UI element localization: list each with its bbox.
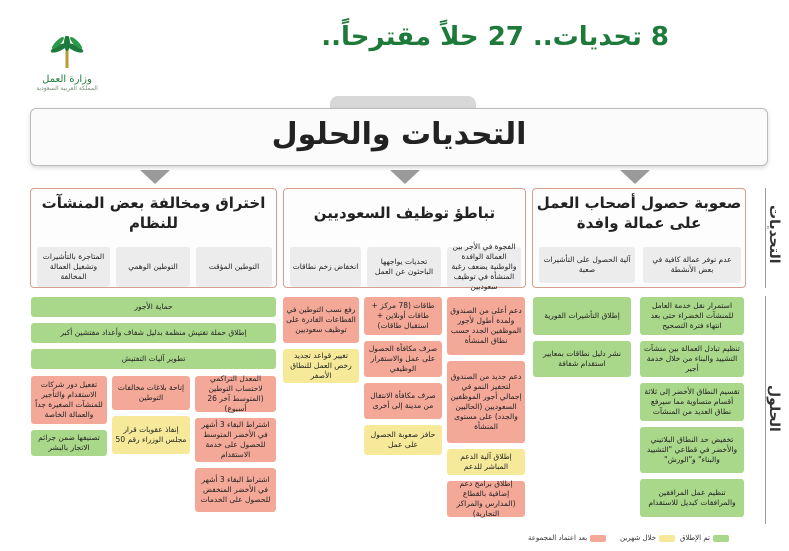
- solution-item: تغيير قواعد تجديد رخص العمل للنطاق الأصفر: [283, 349, 359, 383]
- challenge-category: [283, 188, 526, 291]
- logo-name: وزارة العمل: [42, 74, 92, 85]
- legend-swatch: [590, 535, 606, 542]
- challenge-category: [30, 188, 277, 288]
- solution-item: تصنيفها ضمن جرائم الاتجار بالبشر: [31, 430, 107, 456]
- challenge-item: انخفاض زخم نطاقات: [290, 247, 361, 287]
- challenge-item: المتاجرة بالتأشيرات وتشغيل العمالة المخالفة: [37, 247, 110, 287]
- challenge-item: الفجوة في الأجر بين العمالة الوافدة والوطنية يضعف رغبة المنشأة في توظيف سعوديين: [447, 247, 521, 287]
- side-label-solutions: الحلول: [766, 385, 782, 432]
- legend-swatch: [713, 535, 729, 542]
- solution-item: تطوير آليات التفتيش: [31, 349, 276, 369]
- legend-label: تم الإطلاق: [680, 534, 710, 542]
- main-title: التحديات والحلول: [271, 117, 527, 152]
- solution-item: إنفاذ عقوبات قرار مجلس الوزراء رقم 50: [112, 416, 190, 454]
- solution-item: إطلاق آلية الدعم المباشر للدعم: [447, 449, 525, 475]
- solution-item: حماية الأجور: [31, 297, 276, 317]
- challenge-category: [532, 188, 746, 288]
- palm-tree-icon: [47, 36, 87, 70]
- solution-item: نشر دليل نطاقات بمعايير استقدام شفافة: [533, 341, 631, 377]
- main-title-box: [30, 108, 768, 166]
- solution-item: دعم أعلى من الصندوق ولمدة أطول لأجور الموظفين الجدد حسب نطاق المنشأة: [447, 297, 525, 355]
- solution-item: إطلاق التأشيرات الفورية: [533, 297, 631, 335]
- solution-item: طاقات (78 مركز + طاقات أونلاين + استقبال طاقات): [364, 297, 442, 335]
- down-arrow-icon: [140, 170, 170, 184]
- solution-item: المعدل التراكمي لاحتساب التوطين (المتوسط آخر 26 أسبوع): [195, 376, 276, 412]
- solution-item: استمرار نقل خدمة العامل للمنشآت الخضراء حتى بعد انتهاء فترة التصحيح: [640, 297, 744, 335]
- legend-label: بعد اعتماد المجموعة: [528, 534, 588, 542]
- challenge-item: التوطين المؤقت: [196, 247, 272, 287]
- solution-item: تنظيم عمل المرافقين والمرافقات كبديل للاستقدام: [640, 479, 744, 517]
- solution-item: دعم جديد من الصندوق لتحفيز النمو في إجمالي أجور الموظفين السعوديين (الحاليين والجدد) على مستوى المنشأة: [447, 361, 525, 443]
- solution-item: إتاحة بلاغات مخالفات التوطين: [112, 376, 190, 410]
- solution-item: تفعيل دور شركات الاستقدام والتأجير للمنشآت الصغيرة جداً والعمالة الخاصة: [31, 376, 107, 424]
- legend-after-approval: [528, 534, 606, 542]
- logo-subtitle: المملكة العربية السعودية: [36, 85, 98, 92]
- headline: 8 تحديات.. 27 حلاً مقترحاً..: [321, 22, 669, 52]
- solution-item: تخفيض حد النطاق البلاتيني والأخضر في قطاعي "التشييد والبناء" و"الورش": [640, 427, 744, 473]
- category-title: تباطؤ توظيف السعوديين: [313, 204, 496, 222]
- challenge-item: التوطين الوهمي: [116, 247, 190, 287]
- legend-swatch: [659, 535, 675, 542]
- category-title: صعوبة حصول أصحاب العمل على عمالة وافدة: [536, 194, 742, 232]
- solution-item: إطلاق حملة تفتيش منظمة بدليل شفاف وأعداد مفتشين أكبر: [31, 323, 276, 343]
- solution-item: تقسيم النطاق الأخضر إلى ثلاثة أقسام متساوية مما سيرفع نطاق العديد من المنشآت: [640, 383, 744, 421]
- side-label-challenges: التحديات: [766, 205, 782, 264]
- challenge-item: عدم توفر عمالة كافية في بعض الأنشطة: [643, 247, 741, 283]
- challenge-item: تحديات يواجهها الباحثون عن العمل: [367, 247, 441, 287]
- solution-item: صرف مكافأة الحصول على عمل والاستقرار الوظيفي: [364, 341, 442, 377]
- solution-item: صرف مكافأة الانتقال من مدينة إلى أخرى: [364, 383, 442, 419]
- solution-item: رفع نسب التوطين في القطاعات القادرة على توظيف سعوديين: [283, 297, 359, 343]
- category-title: اختراق ومخالفة بعض المنشآت للنظام: [41, 194, 266, 232]
- solution-item: حافز صعوبة الحصول على عمل: [364, 425, 442, 455]
- challenge-item: آلية الحصول على التأشيرات صعبة: [539, 247, 635, 283]
- legend-launched: [680, 534, 729, 542]
- legend-two-months: [620, 534, 675, 542]
- down-arrow-icon: [620, 170, 650, 184]
- solution-item: إطلاق برامج دعم إضافية بالقطاع (المدارس والمراكز التجارية): [447, 481, 525, 517]
- solution-item: اشتراط البقاء 3 أشهر في الأخضر المنخفض للحصول على الخدمات: [195, 468, 276, 512]
- solution-item: تنظيم تبادل العمالة بين منشآت التشييد والبناء من خلال خدمة أجير: [640, 341, 744, 377]
- legend-label: خلال شهرين: [620, 534, 657, 542]
- ministry-logo: [12, 36, 122, 96]
- solution-item: اشتراط البقاء 3 أشهر في الأخضر المتوسط للحصول على خدمة الاستقدام: [195, 418, 276, 462]
- down-arrow-icon: [390, 170, 420, 184]
